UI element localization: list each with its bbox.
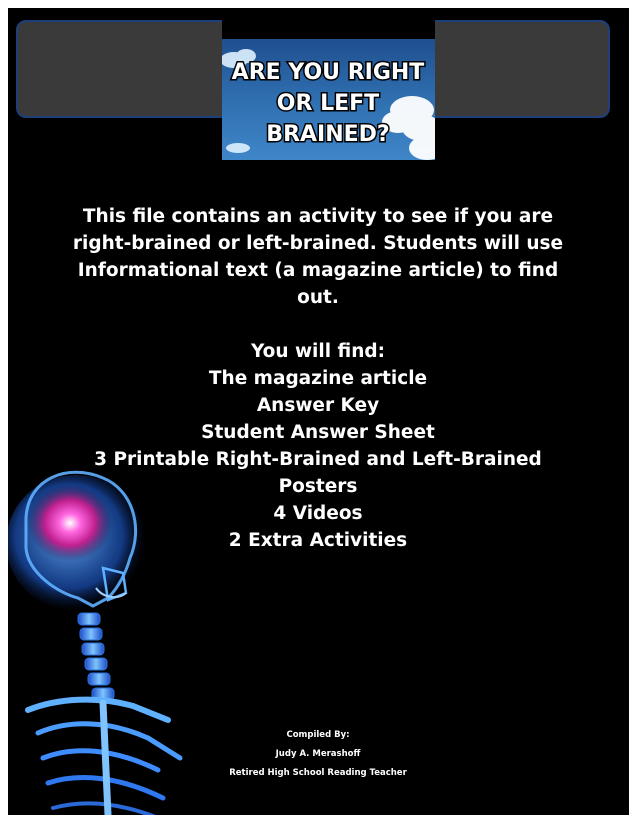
list-item: The magazine article xyxy=(208,368,428,389)
author-name: Judy A. Merashoff xyxy=(275,749,361,759)
intro-paragraph: This file contains an activity to see if you are right-brained or left-brained. Students will use Informational text (a magazine article) to find out. xyxy=(72,206,564,308)
list-item: Answer Key xyxy=(256,395,380,416)
brain-skeleton-illustration xyxy=(8,448,183,815)
banner-line-2: OR LEFT xyxy=(276,91,380,116)
author-role: Retired High School Reading Teacher xyxy=(229,768,407,778)
credits-block xyxy=(158,726,478,783)
title-banner-graphic xyxy=(222,20,435,160)
banner-line-1: ARE YOU RIGHT xyxy=(231,60,425,85)
brain-icon xyxy=(28,485,112,561)
credits-label: Compiled By: xyxy=(286,730,350,740)
title-banner xyxy=(222,20,435,160)
list-item: 4 Videos xyxy=(273,503,363,524)
list-item: Student Answer Sheet xyxy=(201,422,435,443)
list-item: 3 Printable Right-Brained and Left-Brained Posters xyxy=(94,449,542,497)
banner-line-3: BRAINED? xyxy=(266,122,390,147)
list-item: 2 Extra Activities xyxy=(228,530,408,551)
cover-page xyxy=(8,8,629,815)
contents-heading: You will find: xyxy=(250,341,386,362)
